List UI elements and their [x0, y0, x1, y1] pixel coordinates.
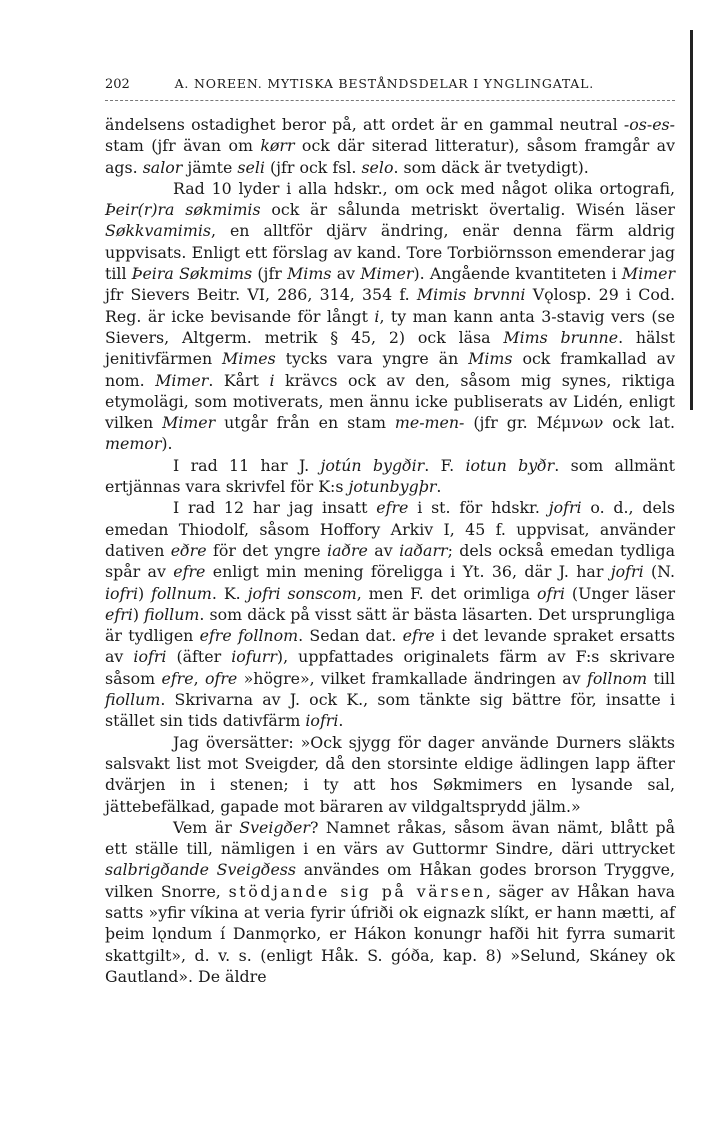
- italic-term: Mimer: [621, 264, 675, 284]
- text-run: ), uppfattades originalets färm av F:s skrivare såsom: [105, 647, 675, 688]
- text-run: (äfter: [166, 647, 232, 667]
- text-run: , en alltför djärv ändring, enär denna färm aldrig uppvisats. Enligt ett förslag av kand. Tore Torbiörnsson emenderar jag till: [105, 221, 675, 284]
- italic-term: memor: [105, 434, 162, 454]
- text-run: ock där siterad litteratur), såsom framgår av ags.: [105, 136, 675, 177]
- margin-rule: [690, 30, 693, 410]
- italic-term: iofri: [105, 583, 139, 603]
- text-run: ,: [193, 668, 205, 688]
- page-number: 202: [105, 77, 130, 92]
- text-run: (jfr ock fsl.: [264, 157, 362, 177]
- text-run: . som allmänt ertjännas vara skrivfel för K:s: [105, 455, 675, 497]
- italic-term: Mimes: [222, 349, 276, 369]
- text-run: till: [647, 668, 675, 688]
- italic-term: fiollum: [105, 690, 161, 710]
- text-run: av: [367, 540, 400, 560]
- paragraph: [105, 455, 675, 498]
- paragraph: [105, 817, 675, 987]
- text-run: . som däck är tvetydigt).: [393, 157, 589, 177]
- italic-term: fiollum: [144, 604, 200, 624]
- article-body: [105, 114, 675, 987]
- italic-term: iofri: [133, 647, 167, 667]
- text-run: Vǫlosp. 29 i Cod. Reg. är icke bevisande för långt: [105, 285, 675, 326]
- italic-term: Mims brunne: [503, 327, 619, 347]
- text-run: i st. för hdskr.: [408, 498, 549, 518]
- text-run: ock är sålunda metriskt övertalig. Wisén läser: [260, 200, 675, 220]
- text-run: ): [132, 604, 145, 624]
- text-run: (jfr: [252, 264, 288, 284]
- text-run: . som däck på visst sätt är bästa läsarten. Det ursprungliga är tydligen: [105, 604, 675, 646]
- text-run: Jag översätter: »Ock sjygg för dager använde Durners släkts salsvakt list mot Sveigder, då den storsinte eldige ädlingen lapp äfter dvärjen in i stenen; i ty att hos Søkmimers en lysande sal, jättebefälkad, gapade mot bäraren av vildgaltsprydd jälm.»: [105, 732, 675, 816]
- text-run: i det levande spraket ersatts av: [105, 626, 675, 667]
- italic-term: i: [374, 306, 380, 326]
- text-run: (N.: [643, 562, 675, 582]
- italic-term: efre: [402, 626, 435, 646]
- paragraph: [105, 114, 675, 178]
- italic-term: jofri sonscom: [247, 583, 357, 603]
- italic-term: follnum: [151, 583, 212, 603]
- italic-term: Mimer: [155, 370, 209, 390]
- italic-term: Mimer: [360, 264, 414, 284]
- text-run: ): [138, 583, 152, 603]
- italic-term: iotun byðr: [465, 455, 555, 475]
- italic-term: iofurr: [231, 647, 277, 667]
- text-run: utgår från en stam: [215, 413, 395, 433]
- paragraph: [105, 497, 675, 731]
- text-run: användes om Håkan godes brorson Tryggve, vilken Snorre,: [105, 860, 676, 901]
- text-run: . Skrivarna av J. ock K., som tänkte sig bättre för, insatte i stället sin tids dativfärm: [105, 690, 675, 731]
- text-run: , säger av Håkan hava satts »yfir víkina at veria fyrir úfriði ok eignazk slíkt, er hann mætti, af þeim lǫndum í Danmǫrko, er Hákon konungr hafði hit fyrra sumarit skattgilt», d. v. s. (enligt Håk. S. góða, kap. 8) »Selund, Skáney ok Gautland». De äldre: [105, 881, 676, 986]
- text-run: Rad 10 lyder i alla hdskr., om ock med något olika ortografi,: [173, 178, 675, 198]
- text-run: ändelsens ostadighet beror på, att ordet är en gammal neutral: [105, 115, 624, 134]
- text-run: enligt min mening föreligga i Yt. 36, där J. har: [205, 562, 611, 582]
- text-run: . K.: [211, 583, 248, 603]
- italic-term: Þeira Søkmims: [131, 264, 253, 284]
- italic-term: Sveigðer: [239, 817, 310, 837]
- italic-term: kørr: [260, 136, 295, 156]
- italic-term: ofri: [537, 583, 565, 603]
- text-run: ). Angående kvantiteten i: [413, 264, 622, 284]
- text-run: ? Namnet råkas, såsom ävan nämt, blått på ett ställe till, nämligen i en värs av Guttormr Sindre, däri uttrycket: [105, 817, 675, 859]
- italic-term: salor: [142, 157, 183, 177]
- italic-term: follnom: [586, 668, 648, 688]
- italic-term: ofre: [204, 668, 238, 688]
- italic-term: efre: [161, 668, 194, 688]
- italic-term: iaðarr: [399, 540, 448, 560]
- running-header: [105, 76, 675, 92]
- text-run: ock framkallad av nom.: [105, 349, 675, 390]
- paragraph: [105, 732, 675, 817]
- text-run: för det yngre: [206, 540, 328, 560]
- italic-term: iofri: [305, 711, 339, 731]
- italic-term: seli: [237, 157, 265, 177]
- italic-term: Mims: [287, 264, 332, 284]
- italic-term: selo: [361, 157, 394, 177]
- text-run: tycks vara yngre än: [275, 349, 469, 369]
- text-run: .: [436, 477, 442, 497]
- text-run: o. d., dels emedan Thiodolf, såsom Hoffory Arkiv I, 45 f. uppvisat, använder dativen: [105, 498, 675, 560]
- italic-term: efre: [376, 498, 409, 518]
- text-run: (Unger läser: [564, 583, 675, 603]
- text-run: ; dels också emedan tydliga spår av: [105, 540, 675, 582]
- italic-term: efri: [105, 604, 133, 624]
- text-run: jfr Sievers Beitr. VI, 286, 314, 354 f.: [105, 285, 417, 305]
- italic-term: Þeir(r)ra søkmimis: [105, 200, 261, 220]
- text-run: I rad 11 har J.: [173, 455, 321, 475]
- italic-term: eðre: [170, 540, 207, 560]
- text-run: . Sedan dat.: [298, 626, 403, 646]
- text-run: stam (jfr ävan om: [105, 136, 261, 156]
- text-run: (jfr gr. Μέμνων ock lat.: [464, 413, 675, 433]
- text-run: , men F. det orimliga: [356, 583, 537, 603]
- text-run: , ty man kann anta 3-stavig vers (se Sievers, Altgerm. metrik § 45, 2) ock läsa: [105, 306, 675, 347]
- italic-term: -os-es-: [623, 115, 675, 134]
- text-run: krävcs ock av den, såsom mig synes, riktiga etymolägi, som motiverats, men ännu icke publiserats av Lidén, enligt vilken: [105, 370, 675, 433]
- italic-term: jotún bygðir: [320, 455, 425, 475]
- italic-term: iaðre: [327, 540, 368, 560]
- italic-term: i: [269, 370, 275, 390]
- text-run: .: [338, 711, 344, 731]
- italic-term: Mims: [468, 349, 513, 369]
- italic-term: jofri: [610, 562, 644, 582]
- italic-term: efre: [173, 562, 206, 582]
- text-run: . hälst jenitivfärmen: [105, 327, 675, 369]
- italic-term: me-men-: [394, 413, 465, 433]
- text-run: I rad 12 har jag insatt: [173, 498, 377, 518]
- text-run: Vem är: [173, 817, 240, 837]
- italic-term: efre follnom: [199, 626, 299, 646]
- paragraph: [105, 178, 675, 455]
- italic-term: Mimis brvnni: [416, 285, 526, 305]
- text-run: av: [331, 264, 361, 284]
- text-run: . Kårt: [208, 370, 270, 390]
- running-title: A. NOREEN. MYTISKA BESTÅNDSDELAR I YNGLINGATAL.: [174, 76, 595, 91]
- text-run: jämte: [182, 157, 238, 177]
- text-run: . F.: [424, 455, 466, 475]
- italic-term: jotunbygþr: [348, 477, 437, 497]
- text-run: ).: [161, 434, 173, 454]
- italic-term: salbrigðande Sveigðess: [105, 860, 297, 880]
- spaced-emphasis: stödjande sig på värsen: [228, 881, 486, 901]
- italic-term: Søkkvamimis: [105, 221, 211, 241]
- italic-term: Mimer: [162, 413, 216, 433]
- text-run: »högre», vilket framkallade ändringen av: [237, 668, 587, 688]
- header-rule: [105, 100, 675, 101]
- italic-term: jofri: [548, 498, 582, 518]
